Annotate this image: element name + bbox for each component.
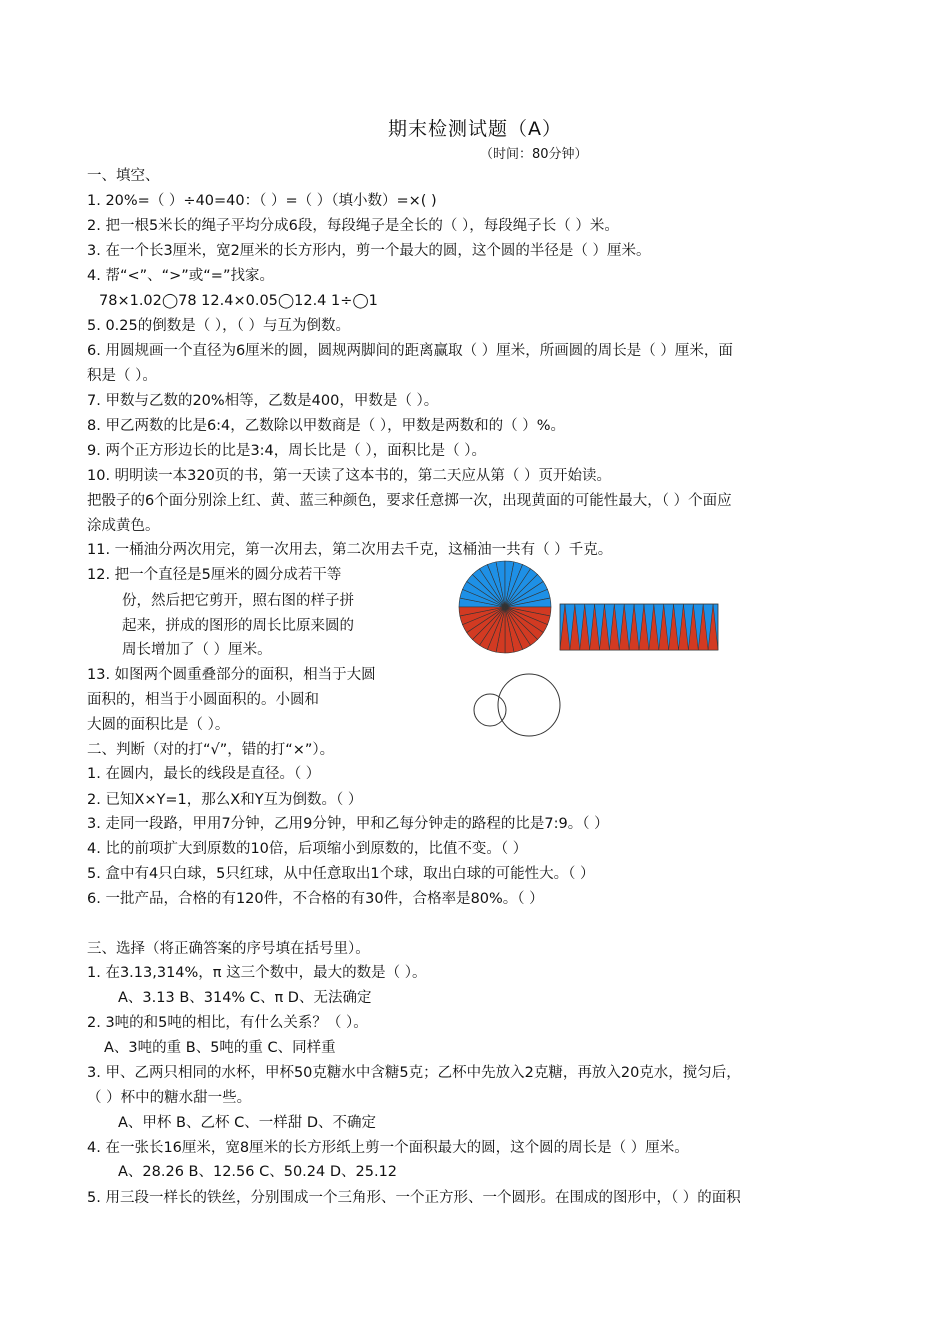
question-line: 1. 20%=（ ）÷40=40：（ ）=（ ）（填小数）=×( ): [87, 193, 437, 209]
red-sector-piece: [649, 604, 659, 650]
red-sector-piece: [698, 604, 708, 650]
question-line: （ ）杯中的糖水甜一些。: [87, 1090, 252, 1106]
question-line: 起来，拼成的图形的周长比原来圆的: [122, 618, 354, 634]
circle-sector: [460, 607, 505, 625]
circle-sector: [505, 607, 531, 650]
question-line: 4. 在一张长16厘米，宽8厘米的长方形纸上剪一个面积最大的圆，这个圆的周长是（ ）厘米。: [87, 1140, 689, 1156]
question-line: 6. 用圆规画一个直径为6厘米的圆，圆规两脚间的距离赢取（ ）厘米，所画圆的周长是（ ）厘米，面: [87, 343, 733, 359]
question-line: 3. 在一个长3厘米，宽2厘米的长方形内，剪一个最大的圆，这个圆的半径是（ ）厘米。: [87, 243, 651, 259]
question-line: 份，然后把它剪开，照右图的样子拼: [122, 593, 354, 609]
circle-sector: [505, 607, 538, 645]
circle-sector: [459, 598, 505, 607]
circle-sector: [496, 607, 505, 653]
small-circle: [474, 694, 506, 726]
red-sector-piece: [600, 604, 610, 650]
red-sector-piece: [629, 604, 639, 650]
large-circle: [498, 674, 560, 736]
option-line: A、3.13 B、314% C、π D、无法确定: [118, 990, 372, 1006]
red-sector-piece: [708, 604, 718, 650]
red-sector-piece: [570, 604, 580, 650]
page-subtitle: （时间：80分钟）: [480, 147, 588, 162]
question-line: 1. 在3.13,314%，π 这三个数中，最大的数是（ ）。: [87, 965, 427, 981]
red-sector-piece: [609, 604, 619, 650]
circle-sector: [505, 581, 548, 607]
circle-sector: [505, 607, 551, 616]
circle-sector: [505, 589, 550, 607]
question-line: 3. 走同一段路，甲用7分钟，乙用9分钟，甲和乙每分钟走的路程的比是7:9。（ ）: [87, 816, 609, 832]
question-line: 1. 在圆内，最长的线段是直径。（ ）: [87, 766, 321, 782]
section-heading: 一、填空、: [87, 168, 160, 184]
section-heading: 三、选择（将正确答案的序号填在括号里）。: [87, 941, 370, 957]
option-line: A、28.26 B、12.56 C、50.24 D、25.12: [118, 1164, 398, 1180]
circle-sector: [505, 607, 548, 633]
question-line: 6. 一批产品，合格的有120件，不合格的有30件，合格率是80%。（ ）: [87, 891, 544, 907]
circle-sector: [505, 607, 523, 652]
question-line: 5. 用三段一样长的铁丝，分别围成一个三角形、一个正方形、一个圆形。在围成的图形中，（ ）的面积: [87, 1190, 741, 1206]
question-line: 3. 甲、乙两只相同的水杯，甲杯50克糖水中含糖5克；乙杯中先放入2克糖，再放入20克水，搅匀后，: [87, 1065, 741, 1081]
red-sector-piece: [659, 604, 669, 650]
circle-sector: [505, 561, 514, 607]
circle-sector: [505, 562, 523, 607]
circle-sector: [505, 574, 543, 607]
question-line: 5. 盒中有4只白球，5只红球，从中任意取出1个球，取出白球的可能性大。（ ）: [87, 866, 595, 882]
circle-sector: [479, 565, 505, 608]
question-line: 5. 0.25的倒数是（ ），（ ）与互为倒数。: [87, 318, 350, 334]
circle-sector: [460, 589, 505, 607]
question-line: 2. 把一根5米长的绳子平均分成6段，每段绳子是全长的（ ），每段绳子长（ ）米。: [87, 218, 619, 234]
circle-sector: [472, 569, 505, 607]
red-sector-piece: [580, 604, 590, 650]
circle-sector: [505, 607, 514, 653]
question-line: 面积的，相当于小圆面积的。小圆和: [87, 692, 319, 708]
red-sector-piece: [560, 604, 570, 650]
red-sector-piece: [619, 604, 629, 650]
red-sector-piece: [688, 604, 698, 650]
question-line: 78×1.02◯78 12.4×0.05◯12.4 1÷◯1: [99, 293, 378, 309]
question-line: 积是（ ）。: [87, 368, 157, 384]
section-heading: 二、判断（对的打“√”，错的打“×”）。: [87, 742, 335, 758]
circle-sector: [505, 565, 531, 608]
shape-outline: [560, 604, 718, 650]
red-sector-piece: [679, 604, 689, 650]
red-sector-piece: [590, 604, 600, 650]
option-line: A、3吨的重 B、5吨的重 C、同样重: [104, 1040, 336, 1056]
question-line: 大圆的面积比是（ ）。: [87, 717, 230, 733]
question-line: 把骰子的6个面分别涂上红、黄、蓝三种颜色，要求任意掷一次，出现黄面的可能性最大，（ ）个面应: [87, 493, 732, 509]
red-sector-piece: [639, 604, 649, 650]
overlapping-circles-figure: [474, 674, 560, 736]
circle-sector: [479, 607, 505, 650]
circle-sector: [496, 561, 505, 607]
question-line: 4. 比的前项扩大到原数的10倍，后项缩小到原数的，比值不变。（ ）: [87, 841, 528, 857]
circle-sector: [487, 562, 505, 607]
circle-sector: [459, 607, 505, 616]
circle-sector: [505, 569, 538, 607]
circle-sector: [463, 581, 506, 607]
circle-sector: [505, 607, 543, 640]
circle-sector: [467, 607, 505, 640]
divided-circle-figure: [459, 561, 551, 653]
question-line: 7. 甲数与乙数的20%相等，乙数是400，甲数是（ ）。: [87, 393, 439, 409]
question-line: 12. 把一个直径是5厘米的圆分成若干等: [87, 567, 342, 583]
circle-sector: [467, 574, 505, 607]
circle-sector: [463, 607, 506, 633]
option-line: A、甲杯 B、乙杯 C、一样甜 D、不确定: [118, 1115, 376, 1131]
question-line: 4. 帮“<”、“>”或“=”找家。: [87, 268, 274, 284]
question-line: 周长增加了（ ）厘米。: [122, 642, 272, 658]
question-line: 2. 已知X×Y=1，那么X和Y互为倒数。（ ）: [87, 792, 363, 808]
rearranged-shape-figure: [560, 604, 718, 650]
question-line: 10. 明明读一本320页的书，第一天读了这本书的，第二天应从第（ ）页开始读。: [87, 468, 611, 484]
question-line: 2. 3吨的和5吨的相比，有什么关系？（ ）。: [87, 1015, 368, 1031]
question-line: 11. 一桶油分两次用完，第一次用去，第二次用去千克，这桶油一共有（ ）千克。: [87, 542, 613, 558]
question-line: 涂成黄色。: [87, 518, 160, 534]
question-line: 13. 如图两个圆重叠部分的面积，相当于大圆: [87, 667, 376, 683]
circle-sector: [505, 607, 550, 625]
circle-sector: [472, 607, 505, 645]
red-sector-piece: [669, 604, 679, 650]
circle-sector: [505, 598, 551, 607]
circle-sector: [487, 607, 505, 652]
question-line: 8. 甲乙两数的比是6:4，乙数除以甲数商是（ ），甲数是两数和的（ ）%。: [87, 418, 566, 434]
page-title: 期末检测试题（A）: [388, 118, 562, 140]
question-line: 9. 两个正方形边长的比是3:4，周长比是（ ），面积比是（ ）。: [87, 443, 486, 459]
